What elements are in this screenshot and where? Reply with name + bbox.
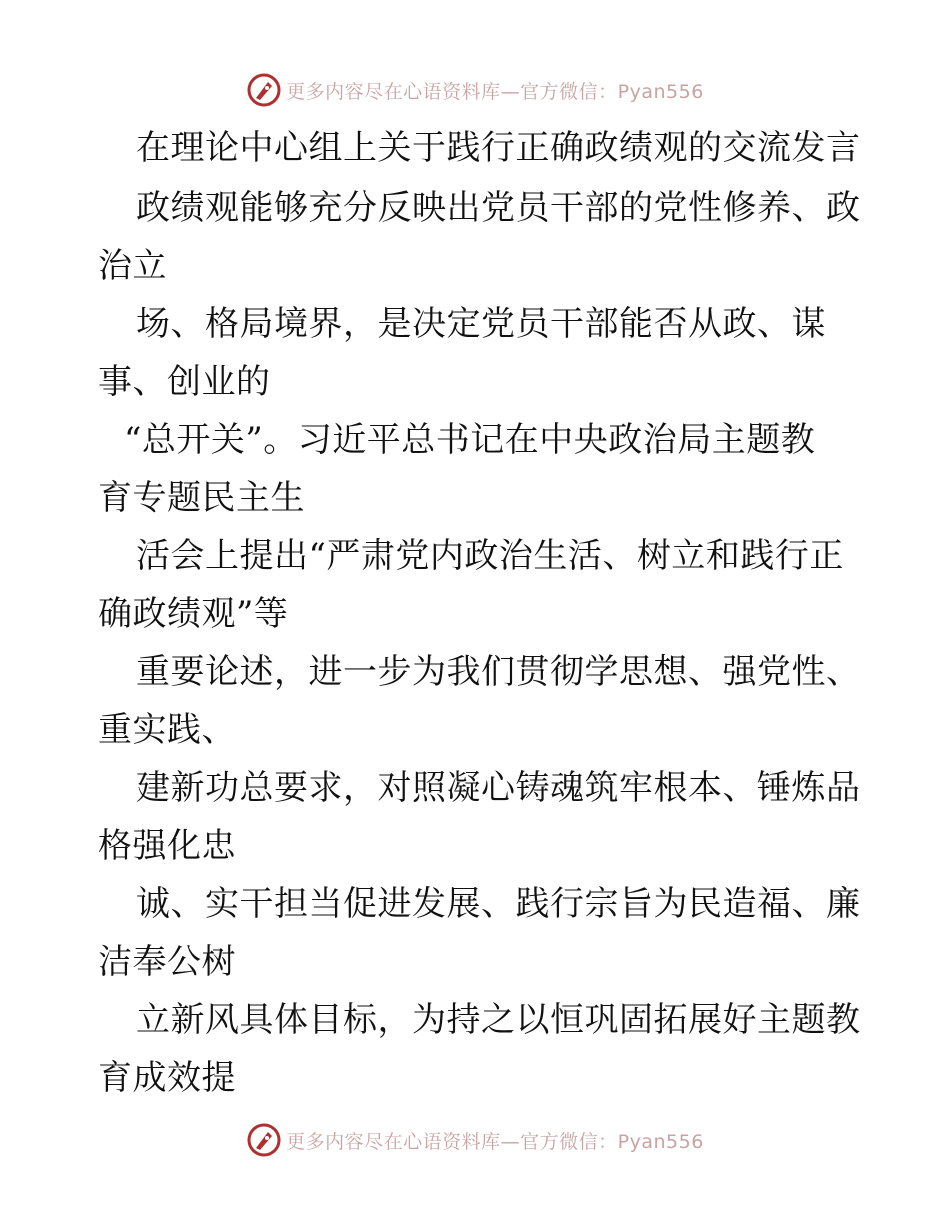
paragraph-line: 重实践、 <box>98 710 236 750</box>
header-watermark <box>0 70 950 110</box>
pen-nib-logo-icon <box>246 72 282 108</box>
paragraph-line: 诚、实干担当促进发展、践行宗旨为民造福、廉 <box>136 884 861 924</box>
paragraph-line: 立新风具体目标，为持之以恒巩固拓展好主题教 <box>136 1000 861 1040</box>
paragraph-line: 治立 <box>98 246 167 286</box>
paragraph-line: “总开关”。习近平总书记在中央政治局主题教 <box>124 420 816 460</box>
paragraph-line: 建新功总要求，对照凝心铸魂筑牢根本、锤炼品 <box>136 768 861 808</box>
paragraph-line: 格强化忠 <box>98 826 236 866</box>
watermark-text: 更多内容尽在心语资料库—官方微信：Pyan556 <box>286 80 704 103</box>
paragraph-line: 场、格局境界，是决定党员干部能否从政、谋 <box>136 304 826 344</box>
document-title: 在理论中心组上关于践行正确政绩观的交流发言 <box>136 128 861 168</box>
watermark-text: 更多内容尽在心语资料库—官方微信：Pyan556 <box>286 1130 704 1153</box>
footer-watermark <box>0 1120 950 1160</box>
paragraph-line: 育成效提 <box>98 1058 236 1098</box>
paragraph-line: 事、创业的 <box>98 362 271 402</box>
paragraph-line: 育专题民主生 <box>98 478 305 518</box>
paragraph-line: 确政绩观”等 <box>98 594 289 634</box>
pen-nib-logo-icon <box>246 1122 282 1158</box>
paragraph-line: 重要论述，进一步为我们贯彻学思想、强党性、 <box>136 652 861 692</box>
paragraph-line: 活会上提出“严肃党内政治生活、树立和践行正 <box>136 536 844 576</box>
paragraph-line: 政绩观能够充分反映出党员干部的党性修养、政 <box>136 188 861 228</box>
paragraph-line: 洁奉公树 <box>98 942 236 982</box>
